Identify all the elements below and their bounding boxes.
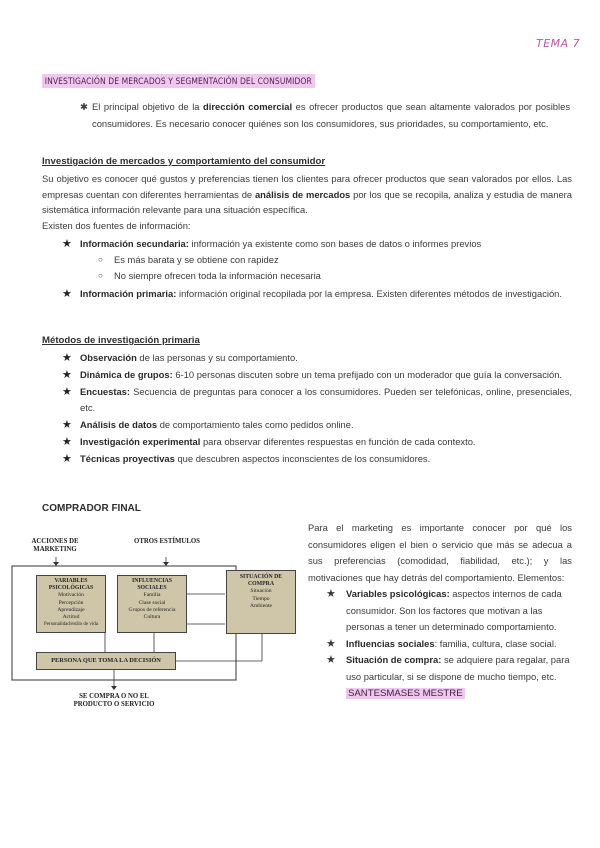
list-item: ★ Información primaria: información original recopilada por la empresa. Existen diferentes métodos de investigación.	[62, 288, 562, 300]
sub-item: ○ Es más barata y se obtiene con rapidez	[62, 252, 572, 268]
intro-text-a: El principal objetivo de la	[92, 101, 204, 112]
diagram-stimuli-label: OTROS ESTÍMULOS	[134, 538, 200, 545]
star-icon: ★	[326, 637, 336, 650]
section-title-methods: Métodos de investigación primaria	[42, 335, 200, 346]
list-item: ★ Análisis de datos de comportamiento tales como pedidos online.	[62, 419, 354, 431]
list-item: ★ Variables psicológicas: aspectos internos de cada consumidor. Son los factores que motivan a las personas a tener un determinado comportamiento.	[326, 588, 562, 632]
section-title-research: Investigación de mercados y comportamiento del consumidor	[42, 156, 326, 167]
star-icon: ★	[62, 419, 72, 431]
asterisk-icon: ✱	[80, 101, 88, 112]
intro-bullet	[80, 98, 570, 132]
theme-label: TEMA 7	[536, 37, 581, 50]
list-item: ★ Encuestas: Secuencia de preguntas para conocer a los consumidores. Pueden ser telefónicas, online, presenciales, etc.	[62, 386, 572, 413]
box-social: INFLUENCIAS SOCIALES Familia Clase social Grupos de referencia Cultura	[117, 575, 187, 633]
section-title-buyer: COMPRADOR FINAL	[42, 503, 141, 514]
list-item: ★ Técnicas proyectivas que descubren aspectos inconscientes de los consumidores.	[62, 453, 431, 465]
methods-list	[62, 350, 572, 467]
buyer-description	[308, 520, 572, 703]
diagram-marketing-label: ACCIONES DE MARKETING	[31, 538, 79, 553]
star-icon: ★	[62, 369, 72, 381]
circle-icon: ○	[98, 255, 103, 264]
intro-bold: dirección comercial	[203, 101, 293, 112]
star-icon: ★	[62, 352, 72, 364]
box-psychological: VARIABLES PSICOLÓGICAS Motivación Percepción Aprendizaje Actitud Personalidad/estilo de vida	[36, 575, 106, 633]
author-signature: SANTESMASES MESTRE	[348, 688, 463, 699]
list-item: ★ Observación de las personas y su comportamiento.	[62, 352, 298, 364]
list-item: ★ Investigación experimental para observar diferentes respuestas en función de cada contexto.	[62, 436, 476, 448]
research-paragraph: Su objetivo es conocer qué gustos y preferencias tienen los clientes para ofrecer productos que sean valorados por ellos. Las empresas cuentan con diferentes herramientas de análisis de mercados por los que se recopila, analiza y estudia de manera sistemática información relevante para una situación específica. Existen dos fuentes de información:	[42, 173, 572, 231]
star-icon: ★	[62, 436, 72, 448]
sources-list	[62, 236, 572, 302]
intro-text-b: es ofrecer productos que sean altamente valorados por posibles consumidores. Es necesario conocer quiénes son los consumidores, sus prioridades, su comportamiento, etc.	[92, 101, 571, 129]
star-icon: ★	[62, 238, 72, 250]
buyer-diagram	[0, 520, 300, 720]
sub-item: ○ No siempre ofrecen toda la información necesaria	[62, 268, 572, 284]
list-item: ★ Influencias sociales: familia, cultura, clase social.	[326, 636, 572, 653]
diagram-outcome-label: SE COMPRA O NO EL PRODUCTO O SERVICIO	[73, 693, 155, 708]
star-icon: ★	[62, 386, 72, 398]
sources-intro: Existen dos fuentes de información:	[42, 219, 191, 231]
list-item: ★ Información secundaria: información ya existente como son bases de datos o informes previos	[62, 238, 482, 250]
list-item: ★ Dinámica de grupos: 6-10 personas discuten sobre un tema prefijado con un moderador que guía la conversación.	[62, 369, 563, 381]
main-title: INVESTIGACIÓN DE MERCADOS Y SEGMENTACIÓN DEL CONSUMIDOR	[42, 74, 316, 88]
circle-icon: ○	[98, 271, 103, 280]
star-icon: ★	[326, 654, 336, 666]
star-icon: ★	[62, 453, 72, 465]
box-decision-maker: PERSONA QUE TOMA LA DECISIÓN	[36, 652, 176, 670]
star-icon: ★	[62, 288, 72, 300]
box-purchase-situation: SITUACIÓN DE COMPRA Situación Tiempo Ambiente	[226, 570, 296, 634]
buyer-paragraph: Para el marketing es importante conocer por qué los consumidores eligen el bien o servicio que más se adecua a sus preferencias (comodidad, fiabilidad, etc.); y las motivaciones que hay detrás del comportamiento. Elementos:	[308, 522, 572, 583]
star-icon: ★	[326, 588, 336, 600]
list-item: ★ Situación de compra: se adquiere para regalar, para uso particular, si se dispone de mucho tiempo, etc. SANTESMASES MESTRE	[326, 654, 570, 699]
